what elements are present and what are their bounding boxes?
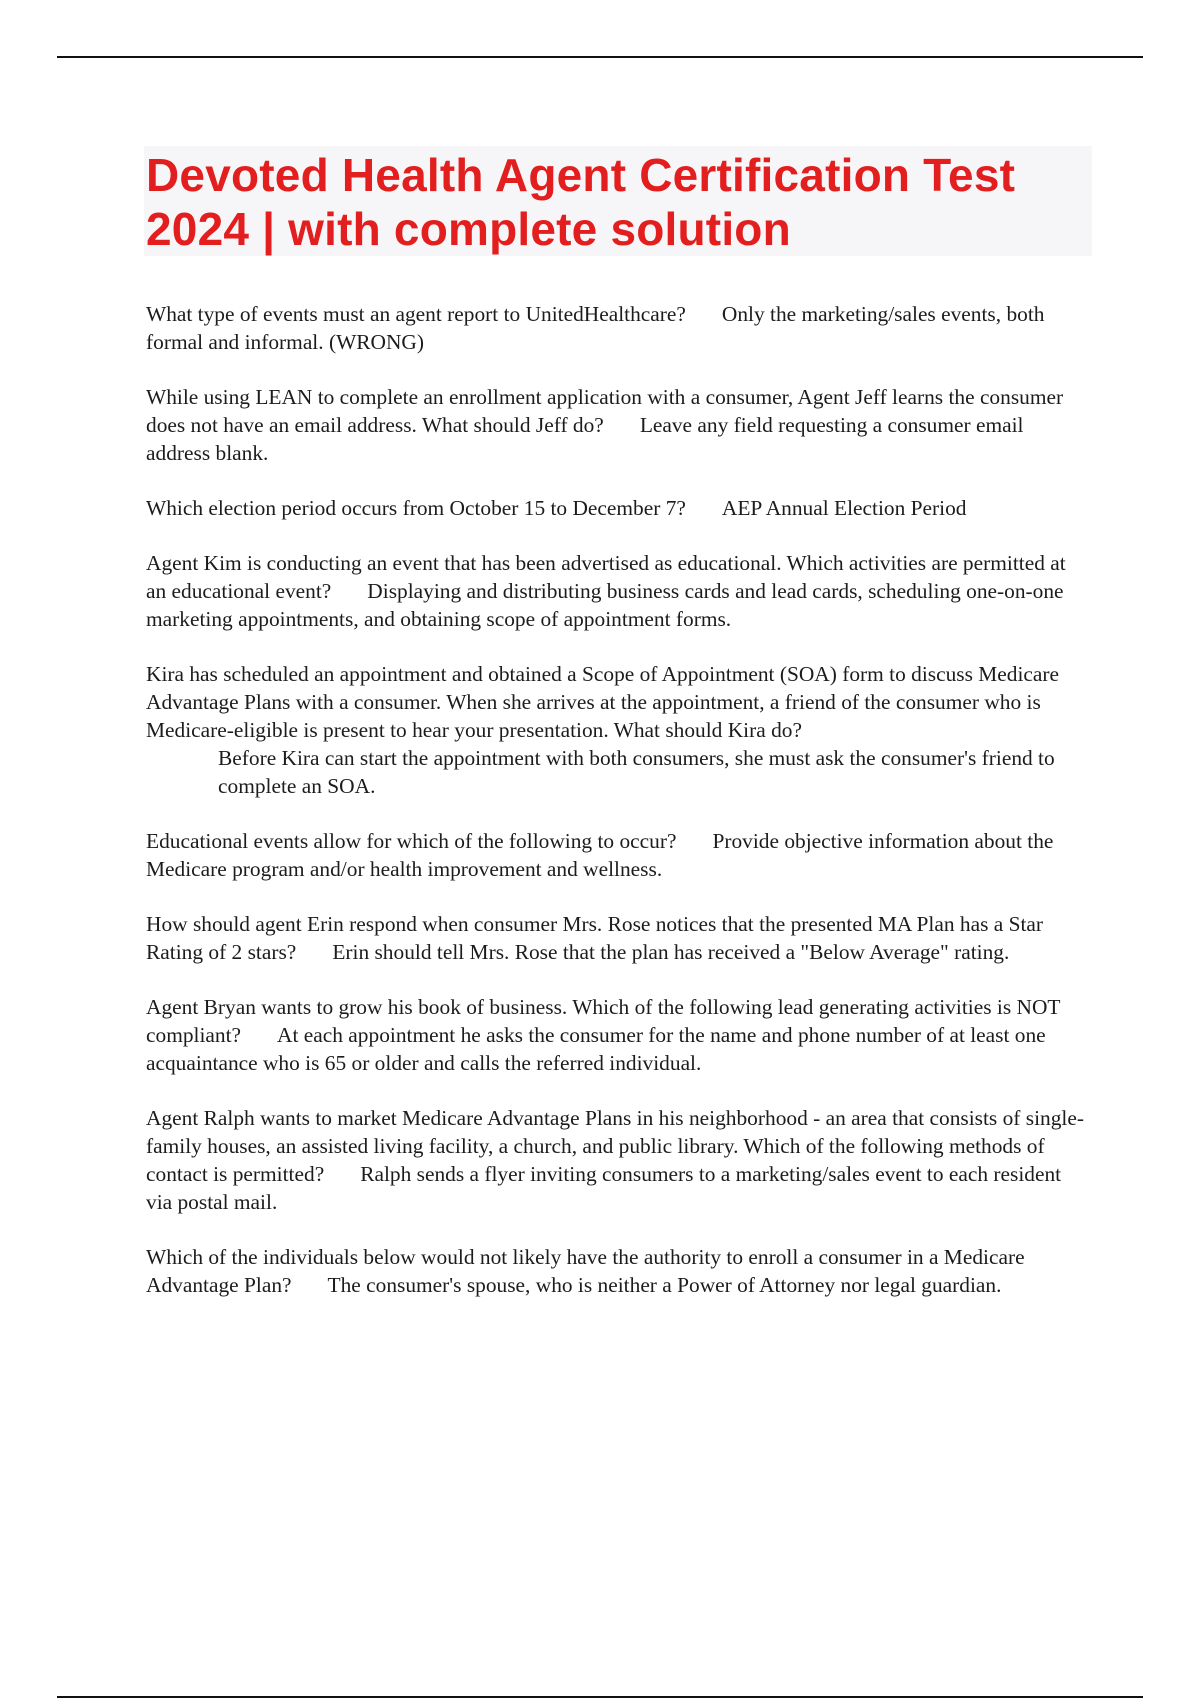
qa-item [146, 910, 1091, 966]
question-text: Which election period occurs from October 15 to December 7? [146, 496, 686, 520]
answer-text: The consumer's spouse, who is neither a Power of Attorney nor legal guardian. [327, 1273, 1002, 1297]
question-text: Educational events allow for which of the following to occur? [146, 829, 677, 853]
qa-item [146, 300, 1091, 356]
question-text: Agent Kim is conducting an event that has been advertised as educational. Which activities are permitted at an educational event? [146, 551, 1066, 603]
bottom-rule [57, 1696, 1143, 1698]
answer-text: AEP Annual Election Period [721, 496, 967, 520]
qa-list [146, 300, 1091, 1326]
qa-item [146, 827, 1091, 883]
qa-item [146, 993, 1091, 1077]
answer-text: Provide objective information about the Medicare program and/or health improvement and wellness. [146, 829, 1054, 881]
qa-item [146, 660, 1091, 800]
question-text: Kira has scheduled an appointment and obtained a Scope of Appointment (SOA) form to discuss Medicare Advantage Plans with a consumer. When she arrives at the appointment, a friend of the consumer who is Medicare-eligible is present to hear your presentation. What should Kira do? [146, 662, 1060, 742]
answer-text: At each appointment he asks the consumer for the name and phone number of at least one acquaintance who is 65 or older and calls the referred individual. [146, 1023, 1046, 1075]
qa-item [146, 494, 1091, 522]
question-text: Agent Ralph wants to market Medicare Advantage Plans in his neighborhood - an area that consists of single-family houses, an assisted living facility, a church, and public library. Which of the following methods of contact is permitted? [146, 1106, 1084, 1186]
qa-item [146, 383, 1091, 467]
answer-text: Only the marketing/sales events, both formal and informal. (WRONG) [146, 302, 1045, 354]
answer-text: Before Kira can start the appointment with both consumers, she must ask the consumer's friend to complete an SOA. [218, 746, 1055, 798]
question-text: What type of events must an agent report to UnitedHealthcare? [146, 302, 686, 326]
answer-text: Leave any field requesting a consumer email address blank. [146, 413, 1024, 465]
question-text: Which of the individuals below would not likely have the authority to enroll a consumer in a Medicare Advantage Plan? [146, 1245, 1025, 1297]
question-text: Agent Bryan wants to grow his book of business. Which of the following lead generating activities is NOT compliant? [146, 995, 1061, 1047]
question-text: How should agent Erin respond when consumer Mrs. Rose notices that the presented MA Plan has a Star Rating of 2 stars? [146, 912, 1044, 964]
top-rule [57, 56, 1143, 58]
qa-item [146, 1104, 1091, 1216]
answer-text: Displaying and distributing business cards and lead cards, scheduling one-on-one marketing appointments, and obtaining scope of appointment forms. [146, 579, 1064, 631]
question-text: While using LEAN to complete an enrollment application with a consumer, Agent Jeff learns the consumer does not have an email address. What should Jeff do? [146, 385, 1064, 437]
title-banner [144, 146, 1092, 256]
page-title: Devoted Health Agent Certification Test 2024 | with complete solution [146, 149, 1016, 255]
qa-item [146, 1243, 1091, 1299]
answer-text: Erin should tell Mrs. Rose that the plan has received a "Below Average" rating. [332, 940, 1010, 964]
answer-text: Ralph sends a flyer inviting consumers to a marketing/sales event to each resident via postal mail. [146, 1162, 1062, 1214]
qa-item [146, 549, 1091, 633]
